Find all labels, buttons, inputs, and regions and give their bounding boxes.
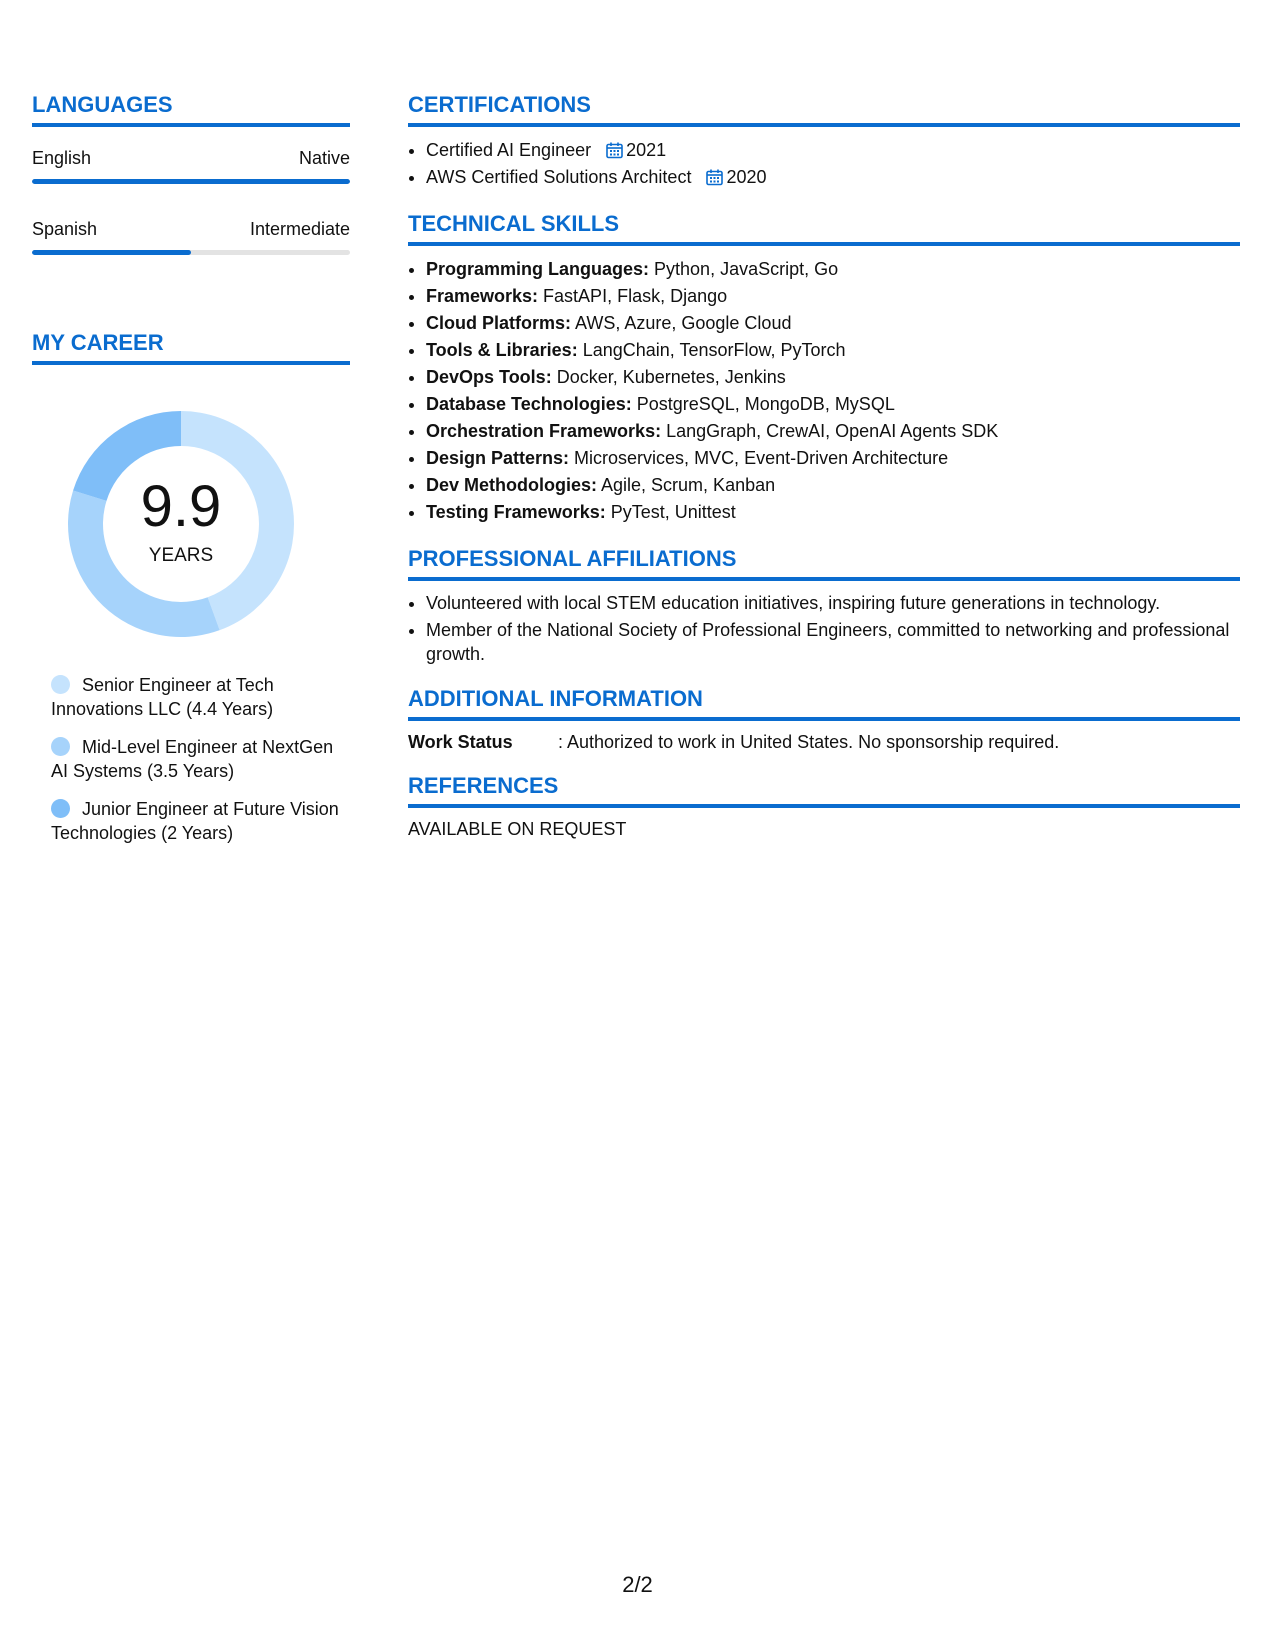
work-status-row — [408, 731, 1240, 753]
calendar-icon — [706, 169, 723, 186]
additional-info-heading: ADDITIONAL INFORMATION — [408, 686, 1240, 721]
page-number: 2/2 — [622, 1572, 653, 1597]
language-name: Spanish — [32, 219, 98, 239]
skill-category: Dev Methodologies: — [426, 475, 598, 495]
skill-item — [426, 337, 1240, 364]
legend-dot-icon — [51, 675, 70, 694]
affiliations-list — [408, 591, 1240, 666]
legend-dot-icon — [51, 799, 70, 818]
career-total-unit: YEARS — [148, 545, 214, 566]
calendar-icon — [606, 142, 623, 159]
skill-item — [426, 472, 1240, 499]
certifications-heading: CERTIFICATIONS — [408, 92, 1240, 127]
skill-category: Design Patterns: — [426, 448, 570, 468]
career-legend — [51, 673, 341, 845]
skill-item — [426, 310, 1240, 337]
certification-year: 2021 — [626, 140, 667, 160]
certifications-list — [408, 137, 1240, 191]
career-total-value: 9.9 — [140, 474, 222, 539]
technical-skills-section — [408, 211, 1240, 526]
technical-skills-list — [408, 256, 1240, 526]
skill-values: Microservices, MVC, Event-Driven Architecture — [569, 448, 949, 468]
language-proficiency-fill — [32, 250, 191, 255]
career-section — [32, 330, 350, 845]
affiliation-item: • Volunteered with local STEM education initiatives, inspiring future generations in technology. — [426, 591, 1240, 615]
languages-heading: LANGUAGES — [32, 92, 350, 127]
language-proficiency-bar — [32, 250, 350, 255]
certification-name: AWS Certified Solutions Architect — [426, 167, 692, 187]
language-proficiency-fill — [32, 179, 350, 184]
career-legend-item — [51, 735, 341, 783]
skill-item — [426, 418, 1240, 445]
work-status-label: Work Status — [408, 732, 513, 752]
career-heading: MY CAREER — [32, 330, 350, 365]
certification-name: Certified AI Engineer — [426, 140, 592, 160]
left-column — [32, 92, 350, 859]
affiliations-section — [408, 546, 1240, 666]
language-proficiency-bar — [32, 179, 350, 184]
career-legend-item — [51, 673, 341, 721]
skill-values: LangGraph, CrewAI, OpenAI Agents SDK — [661, 421, 999, 441]
career-role-label: Senior Engineer at Tech Innovations LLC (4.4 Years) — [51, 675, 274, 719]
skill-item — [426, 283, 1240, 310]
skill-item — [426, 364, 1240, 391]
references-text: AVAILABLE ON REQUEST — [408, 819, 627, 839]
technical-skills-heading: TECHNICAL SKILLS — [408, 211, 1240, 246]
skill-values: PostgreSQL, MongoDB, MySQL — [631, 394, 895, 414]
certification-item — [426, 164, 1240, 191]
skill-category: Testing Frameworks: — [426, 502, 606, 522]
references-section — [408, 773, 1240, 840]
skill-category: DevOps Tools: — [426, 367, 552, 387]
affiliations-heading: PROFESSIONAL AFFILIATIONS — [408, 546, 1240, 581]
certification-year: 2020 — [726, 167, 767, 187]
career-role-label: Mid-Level Engineer at NextGen AI Systems (3.5 Years) — [51, 737, 334, 781]
skill-item — [426, 391, 1240, 418]
language-item-spanish — [32, 218, 350, 255]
skill-values: LangChain, TensorFlow, PyTorch — [577, 340, 846, 360]
skill-item — [426, 445, 1240, 472]
skill-category: Database Technologies: — [426, 394, 632, 414]
certification-item — [426, 137, 1240, 164]
language-level: Intermediate — [249, 219, 350, 239]
skill-category: Programming Languages: — [426, 259, 650, 279]
career-legend-item — [51, 797, 341, 845]
skill-category: Orchestration Frameworks: — [426, 421, 662, 441]
references-heading: REFERENCES — [408, 773, 1240, 808]
career-donut-chart — [66, 409, 296, 639]
skill-values: Python, JavaScript, Go — [649, 259, 839, 279]
language-level: Native — [298, 148, 350, 168]
work-status-value: : Authorized to work in United States. No sponsorship required. — [558, 732, 1060, 752]
additional-info-section — [408, 686, 1240, 753]
career-role-label: Junior Engineer at Future Vision Technologies (2 Years) — [51, 799, 339, 843]
skill-category: Tools & Libraries: — [426, 340, 578, 360]
skill-item — [426, 499, 1240, 526]
right-column — [408, 92, 1240, 840]
skill-values: Docker, Kubernetes, Jenkins — [551, 367, 786, 387]
languages-section — [32, 92, 350, 255]
language-item-english — [32, 147, 350, 184]
skill-category: Cloud Platforms: — [426, 313, 572, 333]
affiliation-item: • Member of the National Society of Professional Engineers, committed to networking and professional growth. — [426, 618, 1240, 666]
legend-dot-icon — [51, 737, 70, 756]
skill-item — [426, 256, 1240, 283]
language-name: English — [32, 148, 92, 168]
certifications-section — [408, 92, 1240, 191]
skill-category: Frameworks: — [426, 286, 539, 306]
skill-values: PyTest, Unittest — [605, 502, 736, 522]
skill-values: Agile, Scrum, Kanban — [597, 475, 776, 495]
skill-values: FastAPI, Flask, Django — [538, 286, 728, 306]
skill-values: AWS, Azure, Google Cloud — [571, 313, 792, 333]
